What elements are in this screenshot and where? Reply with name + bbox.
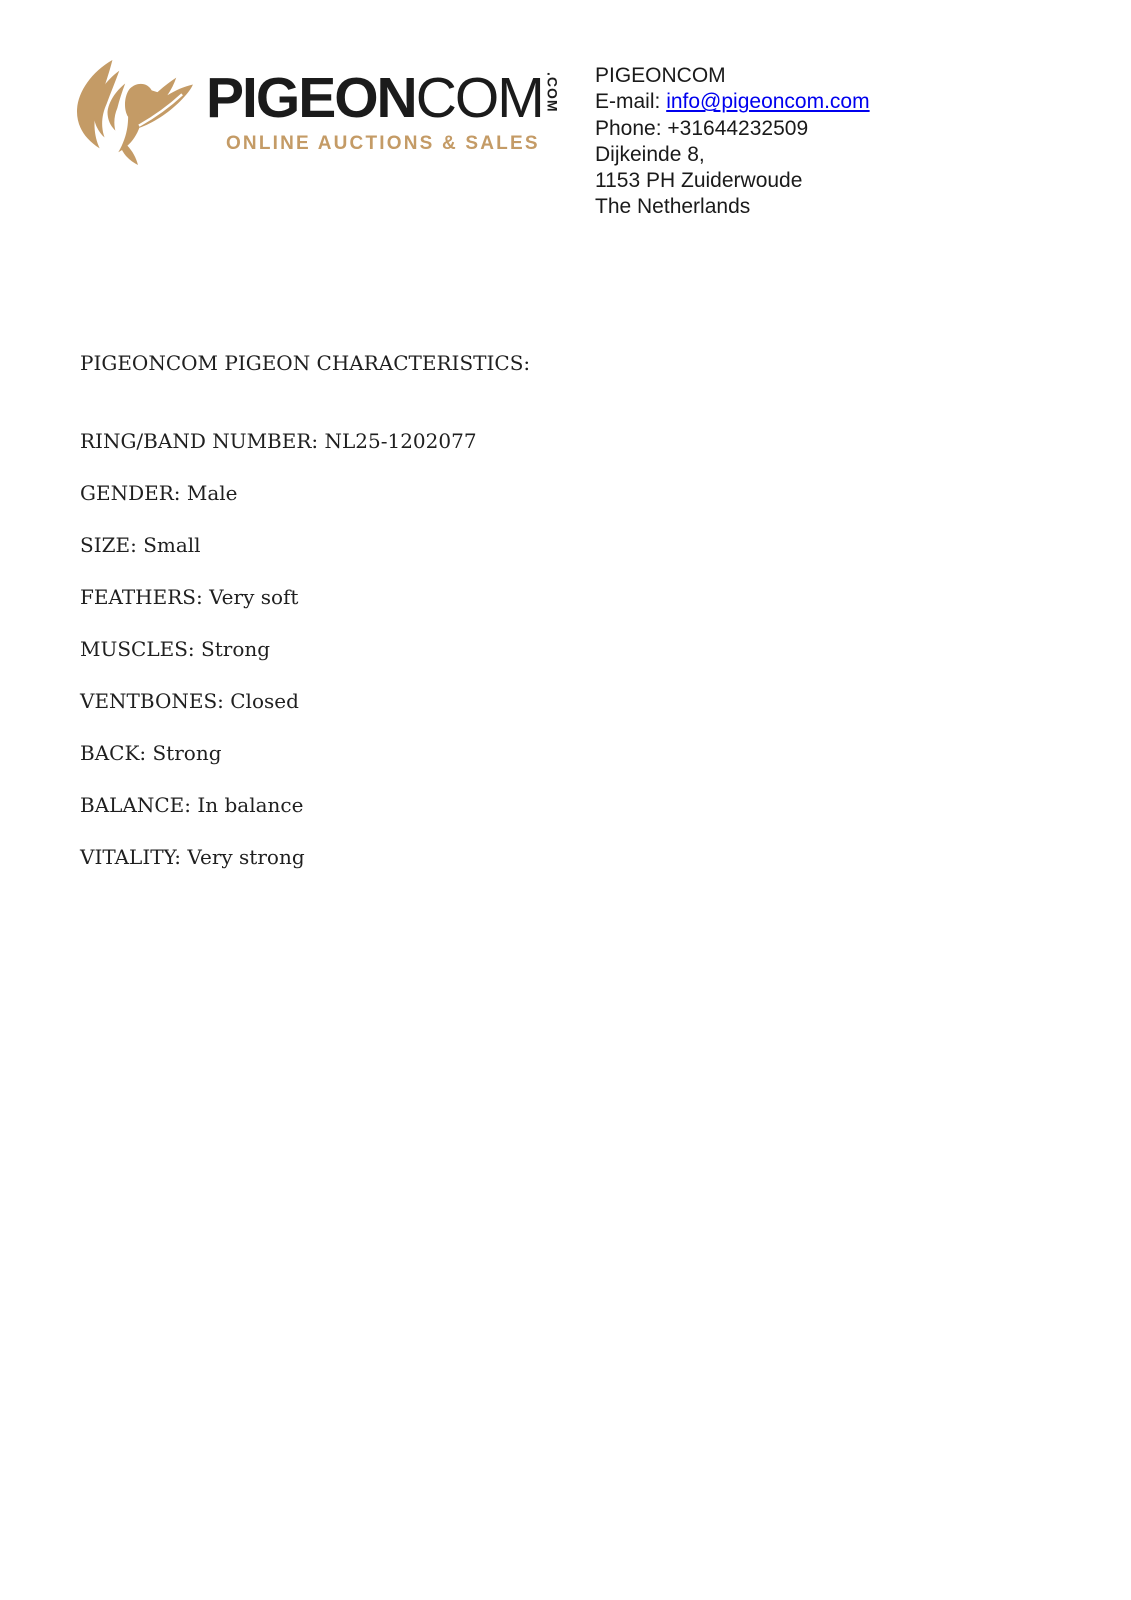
contact-email-link[interactable]: info@pigeoncom.com bbox=[666, 90, 870, 114]
characteristic-line: FEATHERS: Very soft bbox=[80, 585, 299, 609]
characteristic-line: RING/BAND NUMBER: NL25-1202077 bbox=[80, 429, 477, 453]
pigeon-bird-icon bbox=[74, 58, 196, 166]
logo-wordmark bbox=[206, 66, 561, 130]
document-content bbox=[80, 351, 530, 897]
logo-tagline: ONLINE AUCTIONS & SALES bbox=[225, 133, 540, 154]
contact-email-label: E-mail: bbox=[595, 90, 667, 114]
contact-phone: Phone: +31644232509 bbox=[595, 116, 809, 140]
characteristic-line: BACK: Strong bbox=[80, 741, 222, 765]
contact-email-line bbox=[595, 89, 870, 115]
contact-address-line-1: Dijkeinde 8, bbox=[595, 142, 705, 166]
contact-company: PIGEONCOM bbox=[595, 64, 726, 87]
logo-brand-primary: PIGEON bbox=[206, 66, 416, 130]
contact-address-line-3: The Netherlands bbox=[595, 195, 751, 219]
contact-info bbox=[595, 63, 870, 221]
characteristic-line: GENDER: Male bbox=[80, 481, 238, 505]
characteristic-line: BALANCE: In balance bbox=[80, 793, 304, 817]
characteristic-line: VENTBONES: Closed bbox=[80, 689, 299, 713]
contact-address-line-2: 1153 PH Zuiderwoude bbox=[595, 169, 803, 193]
logo-brand-vertical-com: .COM bbox=[544, 72, 561, 113]
characteristic-line: SIZE: Small bbox=[80, 533, 201, 557]
logo-brand-secondary: COM bbox=[415, 66, 543, 130]
characteristics-list bbox=[80, 429, 530, 869]
logo-text bbox=[206, 58, 560, 155]
characteristic-line: VITALITY: Very strong bbox=[80, 845, 305, 869]
characteristic-line: MUSCLES: Strong bbox=[80, 637, 271, 661]
pigeoncom-logo bbox=[74, 58, 560, 166]
document-title: PIGEONCOM PIGEON CHARACTERISTICS: bbox=[80, 351, 531, 375]
